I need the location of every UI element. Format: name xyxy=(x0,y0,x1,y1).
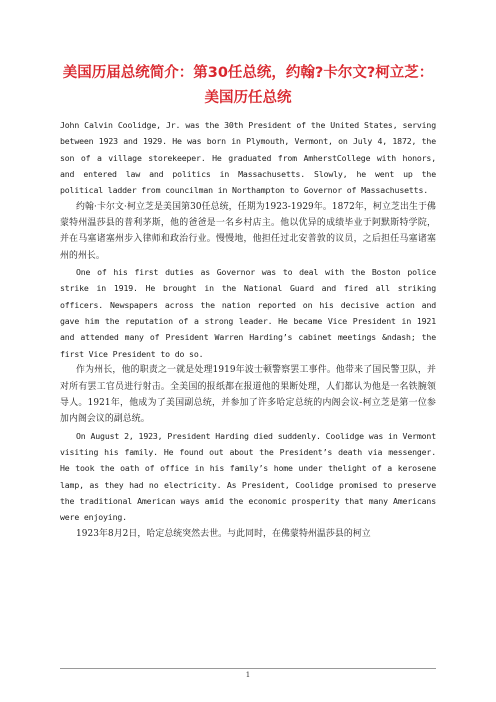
document-title: 美国历届总统简介：第30任总统，约翰?卡尔文?柯立芝：美国历任总统 xyxy=(62,65,434,106)
paragraph-cn-1: 约翰·卡尔文·柯立芝是美国第30任总统，任期为1923-1929年。1872年，柯立芝出生于佛蒙特州温莎县的普利茅斯，他的爸爸是一名乡村店主。他以优异的成绩毕业于阿默斯特学院，并在马塞诸塞州步入律师和政治行业。慢慢地，他担任过北安普敦的议员，之后担任马塞诸塞州的州长。 xyxy=(60,201,436,261)
paragraph-cn-2: 作为州长，他的职责之一就是处理1919年波士顿警察罢工事件。他带来了国民警卫队，并对所有罢工官员进行射击。全美国的报纸都在报道他的果断处理，人们都认为他是一名铁腕领导人。1921年，他成为了美国副总统，并参加了许多哈定总统的内阁会议-柯立芝是第一位参加内阁会议的副总统。 xyxy=(60,365,436,425)
paragraph-en-1: John Calvin Coolidge, Jr. was the 30th President of the United States, serving between 1923 and 1929. He was born in Plymouth, Vermont, on July 4, 1872, the son of a village storekeeper. He graduated from AmherstCollege with honors, and entered law and politics in Massachusetts. Slowly, he went up the political ladder from councilman in Northampton to Governor of Massachusetts. xyxy=(60,120,436,196)
paragraph-en-3: On August 2, 1923, President Harding died suddenly. Coolidge was in Vermont visiting his family. He found out about the President’s death via messenger. He took the oath of office in his family’s home under thelight of a kerosene lamp, as they had no electricity. As President, Coolidge promised to preserve the traditional American ways amid the economic prosperity that many Americans were enjoying. xyxy=(60,430,436,523)
page-number: 1 xyxy=(245,671,251,679)
paragraph-cn-3: 1923年8月2日，哈定总统突然去世。与此同时，在佛蒙特州温莎县的柯立 xyxy=(76,528,371,539)
footer-divider xyxy=(60,668,436,669)
paragraph-en-2: One of his first duties as Governor was to deal with the Boston police strike in 1919. He brought in the National Guard and fired all striking officers. Newspapers across the nation reported on his decisive action and gave him the reputation of a strong leader. He became Vice President in 1921 and attended many of President Warren Harding’s cabinet meetings &ndash; the first Vice President to do so. xyxy=(60,267,436,359)
document-body xyxy=(60,117,436,542)
